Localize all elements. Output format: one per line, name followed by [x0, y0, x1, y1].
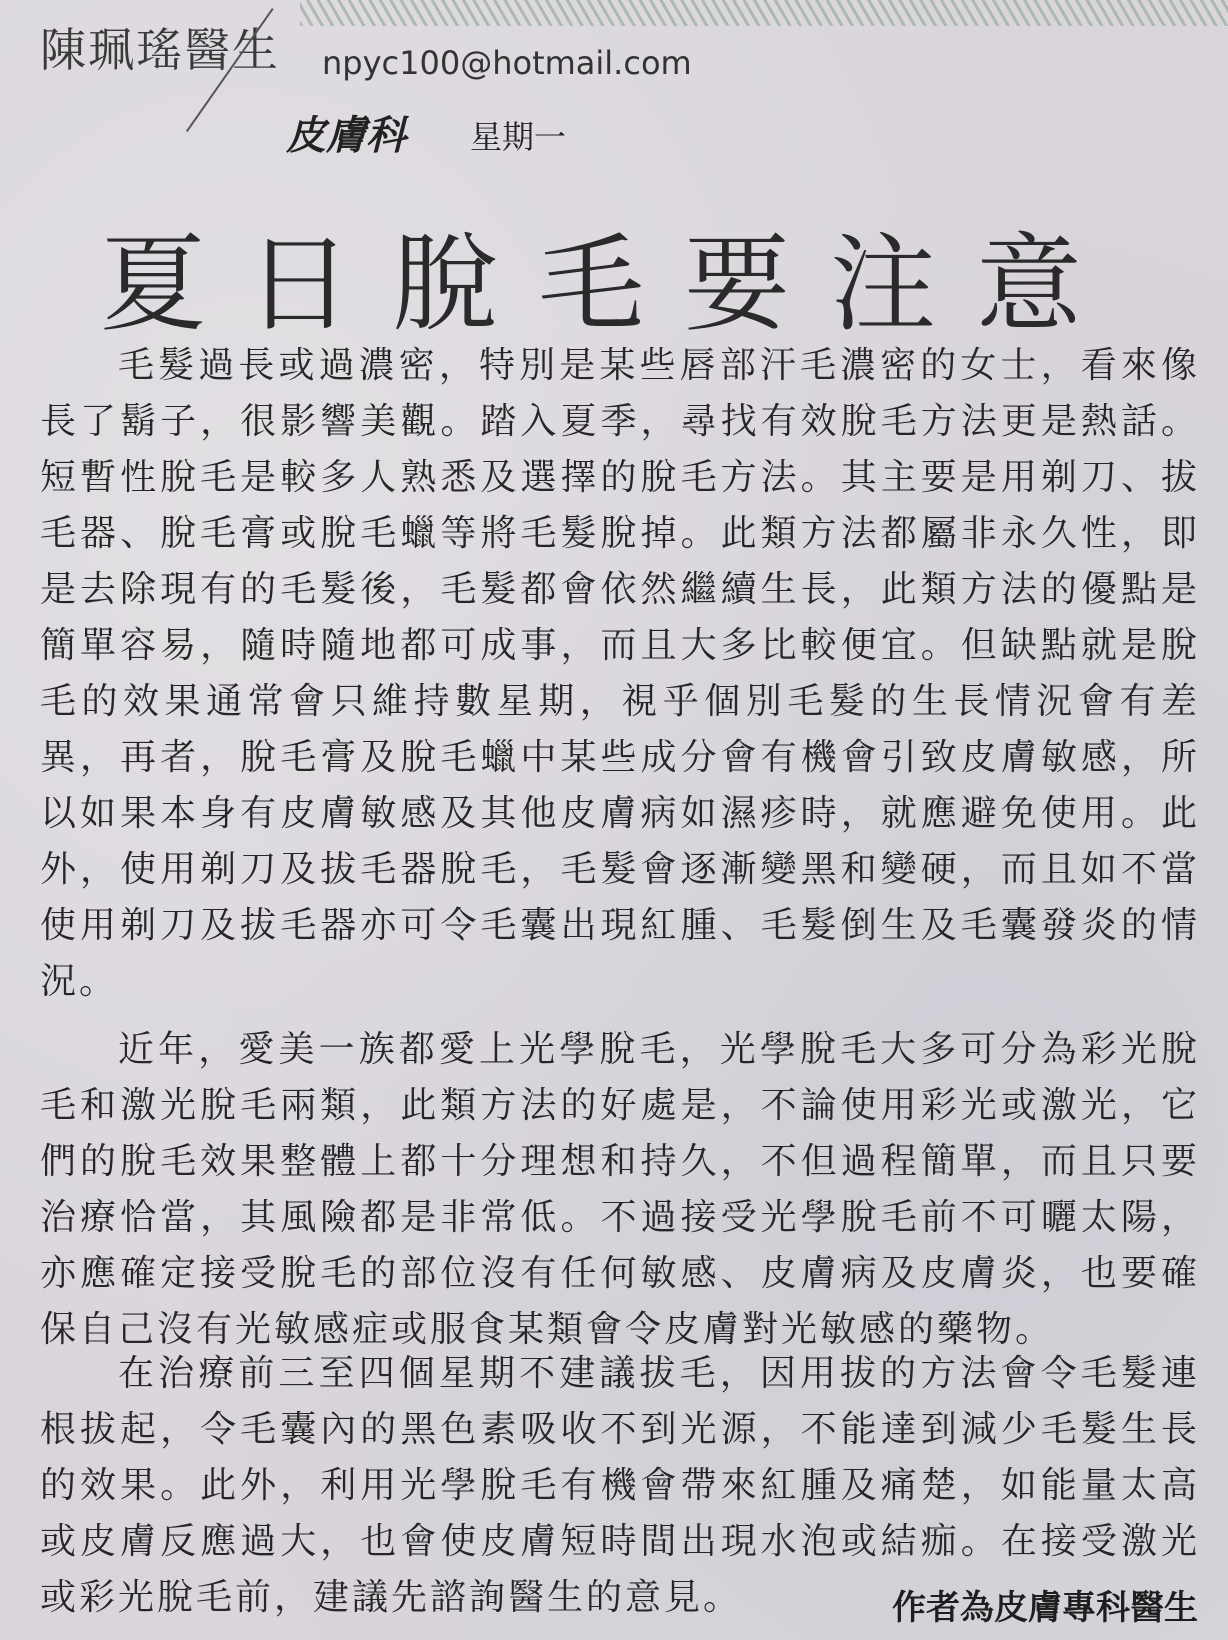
author-byline: 作者為皮膚專科醫生 [892, 1588, 1198, 1628]
decorative-hatch-band [300, 0, 1228, 26]
author-email: npyc100@hotmail.com [322, 44, 692, 82]
doctor-name: 陳珮瑤醫生 [40, 23, 280, 77]
article-paragraph: 近年，愛美一族都愛上光學脫毛，光學脫毛大多可分為彩光脫毛和激光脫毛兩類，此類方法的好處是，不論使用彩光或激光，它們的脫毛效果整體上都十分理想和持久，不但過程簡單，而且只要治療恰當，其風險都是非常低。不過接受光學脫毛前不可曬太陽，亦應確定接受脫毛的部位沒有任何敏感、皮膚病及皮膚炎，也要確保自己沒有光敏感症或服食某類會令皮膚對光敏感的藥物。 [40, 1029, 1200, 1350]
article-paragraph: 毛髮過長或過濃密，特別是某些唇部汗毛濃密的女士，看來像長了鬍子，很影響美觀。踏入夏季，尋找有效脫毛方法更是熱話。短暫性脫毛是較多人熟悉及選擇的脫毛方法。其主要是用剃刀、拔毛器、脫毛膏或脫毛蠟等將毛髮脫掉。此類方法都屬非永久性，即是去除現有的毛髮後，毛髮都會依然繼續生長，此類方法的優點是簡單容易，隨時隨地都可成事，而且大多比較便宜。但缺點就是脫毛的效果通常會只維持數星期，視乎個別毛髮的生長情況會有差異，再者，脫毛膏及脫毛蠟中某些成分會有機會引致皮膚敏感，所以如果本身有皮膚敏感及其他皮膚病如濕疹時，就應避免使用。此外，使用剃刀及拔毛器脫毛，毛髮會逐漸變黑和變硬，而且如不當使用剃刀及拔毛器亦可令毛囊出現紅腫、毛髮倒生及毛囊發炎的情況。 [40, 345, 1200, 1002]
article-title: 夏日脫毛要注意 [100, 223, 1122, 346]
column-weekday: 星期一 [470, 118, 567, 156]
column-department: 皮膚科 [286, 113, 406, 159]
article-paragraph: 在治療前三至四個星期不建議拔毛，因用拔的方法會令毛髮連根拔起，令毛囊內的黑色素吸收不到光源，不能達到減少毛髮生長的效果。此外，利用光學脫毛有機會帶來紅腫及痛楚，如能量太高或皮膚反應過大，也會使皮膚短時間出現水泡或結痂。在接受激光或彩光脫毛前，建議先諮詢醫生的意見。 [40, 1353, 1200, 1618]
